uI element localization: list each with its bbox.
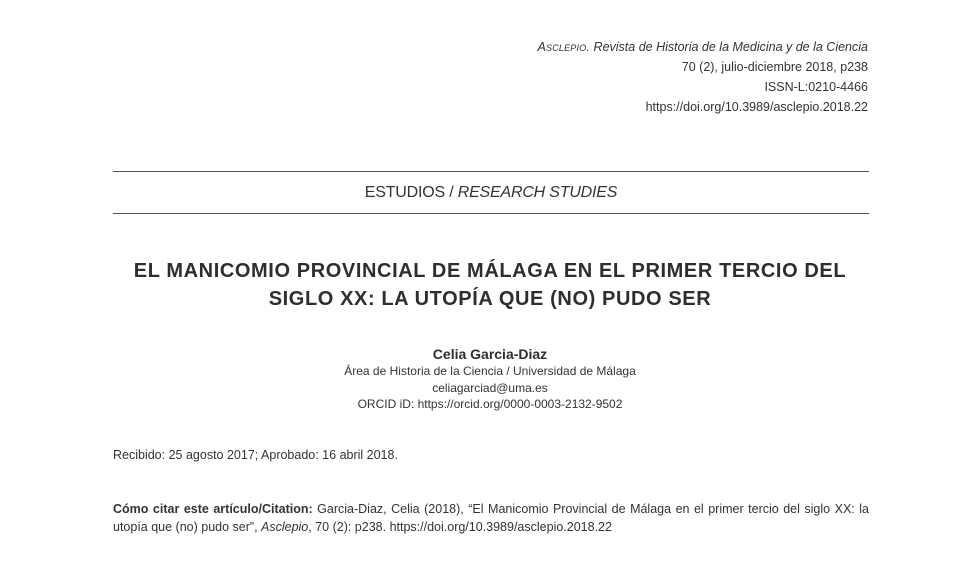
journal-name-full: Revista de Historia de la Medicina y de la Ciencia bbox=[590, 40, 868, 54]
section-label-es: ESTUDIOS / bbox=[364, 183, 458, 201]
author-orcid[interactable]: ORCID iD: https://orcid.org/0000-0003-2132-9502 bbox=[357, 397, 623, 411]
citation-text-part2: , 70 (2): p238. https://doi.org/10.3989/asclepio.2018.22 bbox=[308, 520, 612, 534]
journal-volume: 70 (2), julio-diciembre 2018, p238 bbox=[681, 60, 868, 74]
journal-issn: ISSN-L:0210-4466 bbox=[764, 80, 868, 94]
article-title-line-2: SIGLO XX: LA UTOPÍA QUE (NO) PUDO SER bbox=[268, 288, 712, 310]
section-heading bbox=[113, 171, 869, 214]
article-title bbox=[100, 257, 880, 313]
citation-block bbox=[113, 500, 873, 536]
author-email[interactable]: celiagarciad@uma.es bbox=[432, 380, 548, 395]
journal-name-acronym: Asclepio. bbox=[537, 40, 591, 54]
author-name: Celia Garcia-Diaz bbox=[432, 346, 548, 362]
citation-text-part1: Garcia-Diaz, Celia (2018), “El Manicomio Provincial de Málaga en el primer tercio del siglo XX: la utopía que (no) pudo ser”, bbox=[113, 502, 873, 534]
citation-journal: Asclepio bbox=[261, 520, 309, 534]
journal-header bbox=[537, 37, 868, 117]
author-affiliation: Área de Historia de la Ciencia / Universidad de Málaga bbox=[344, 364, 636, 378]
section-label-en: RESEARCH STUDIES bbox=[457, 183, 618, 201]
received-approved-dates: Recibido: 25 agosto 2017; Aprobado: 16 abril 2018. bbox=[113, 448, 398, 462]
journal-doi-link[interactable]: https://doi.org/10.3989/asclepio.2018.22 bbox=[645, 100, 868, 114]
citation-label: Cómo citar este artículo/Citation: bbox=[113, 502, 313, 516]
journal-name bbox=[537, 37, 868, 57]
article-title-line-1: EL MANICOMIO PROVINCIAL DE MÁLAGA EN EL PRIMER TERCIO DEL bbox=[133, 260, 847, 282]
author-block bbox=[240, 345, 740, 413]
